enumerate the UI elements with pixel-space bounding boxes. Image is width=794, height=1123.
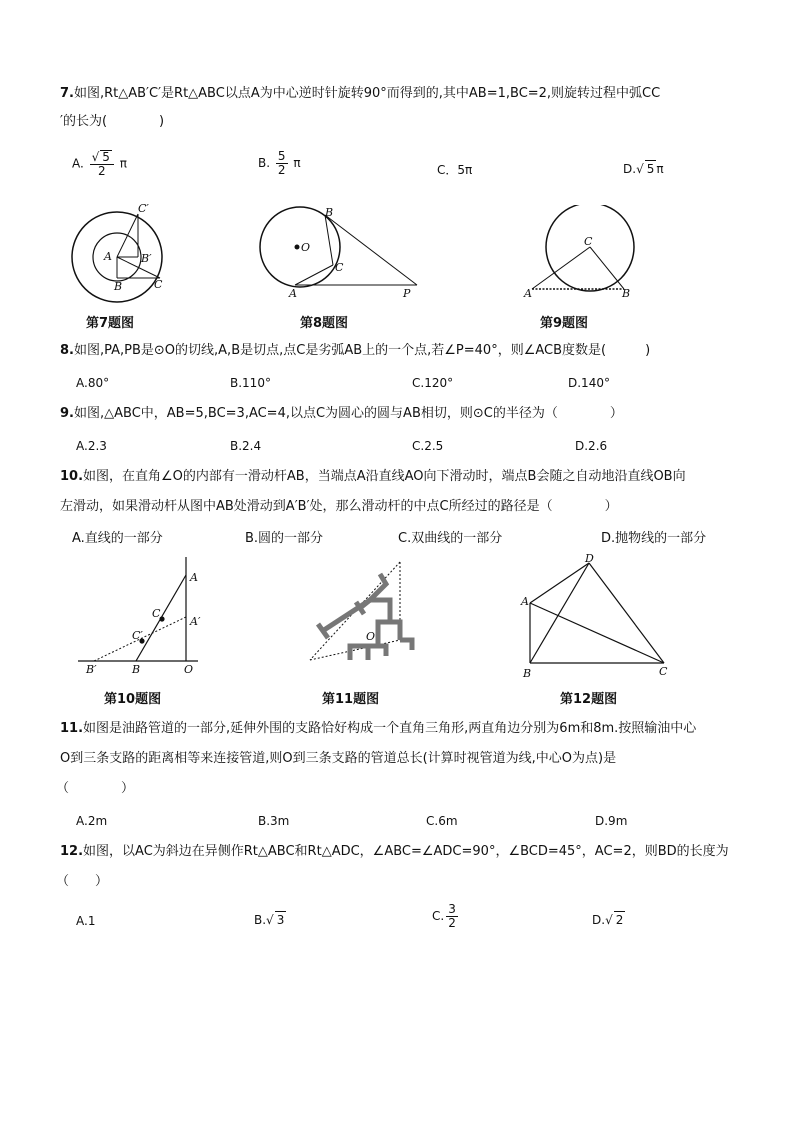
fig10-label-b-prime: B′	[86, 663, 97, 676]
q7-line2: ′的长为( )	[60, 114, 165, 129]
q12-option-b-radicand: 3	[276, 913, 285, 927]
q9-number: 9.	[60, 406, 74, 421]
figure-10	[76, 555, 206, 680]
fig7-label-b: B	[114, 280, 123, 293]
fig9-label-b: B	[622, 287, 631, 300]
q12-option-d-label: D.	[592, 913, 606, 927]
q7-option-a-radicand: 5	[102, 150, 110, 164]
q12-option-c-denominator: 2	[448, 916, 456, 930]
figure-11	[300, 560, 415, 675]
fig10-label-o: O	[184, 663, 194, 676]
q9-option-a[interactable]: A.2.3	[76, 439, 107, 453]
q11-text-1: 如图是油路管道的一部分,延伸外围的支路恰好构成一个直角三角形,两直角边分别为6m和8m.按照输油中心	[83, 721, 697, 736]
fig12-caption: 第12题图	[560, 692, 618, 707]
q7-option-d[interactable]: D.√ 5 π	[623, 162, 664, 176]
q10-text-1: 如图，在直角∠O的内部有一滑动杆AB，当端点A沿直线AO向下滑动时，端点B会随之自动地沿直线OB向	[83, 469, 686, 484]
q12-option-c[interactable]	[432, 903, 460, 930]
fig12-label-a: A	[521, 595, 529, 608]
q7-option-b[interactable]	[258, 150, 301, 177]
q7-option-b-fraction	[276, 150, 288, 177]
q11-option-d[interactable]: D.9m	[595, 814, 628, 828]
fig11-label-o: O	[366, 630, 376, 643]
q11-number: 11.	[60, 721, 84, 736]
q7-option-d-pi: π	[656, 162, 664, 176]
q7-option-a-label: A.	[72, 156, 84, 171]
q12-number: 12.	[60, 844, 84, 859]
q7-option-b-label: B.	[258, 156, 271, 170]
q9-text: 如图,△ABC中，AB=5,BC=3,AC=4,以点C为圆心的圆与AB相切，则⊙C的半径为（ ）	[73, 406, 623, 421]
q8-option-b[interactable]: B.110°	[230, 376, 271, 390]
fig12-label-c: C	[659, 665, 668, 678]
q10-option-b[interactable]: B.圆的一部分	[245, 531, 324, 546]
fig9-label-a: A	[524, 287, 532, 300]
q12-line2: （ ）	[56, 874, 109, 889]
fig7-label-c-prime: C′	[138, 202, 149, 215]
q10-number: 10.	[60, 469, 84, 484]
fig12-label-b: B	[523, 667, 532, 680]
figure-7	[62, 200, 182, 306]
q12-option-c-label: C.	[432, 909, 445, 923]
fig10-label-b: B	[132, 663, 141, 676]
q7-option-a-pi: π	[119, 156, 127, 171]
q8-option-c[interactable]: C.120°	[412, 376, 454, 390]
fig8-label-p: P	[403, 287, 411, 300]
q10-option-a[interactable]: A.直线的一部分	[72, 531, 163, 546]
fig10-label-a: A	[190, 571, 198, 584]
q8-number: 8.	[60, 343, 74, 358]
q12-option-c-fraction	[446, 903, 458, 930]
fig8-label-c: C	[335, 261, 344, 274]
q9-option-b[interactable]: B.2.4	[230, 439, 262, 453]
q7-option-b-pi: π	[293, 156, 301, 170]
q7-option-a-denominator: 2	[97, 164, 106, 178]
q11-option-b[interactable]: B.3m	[258, 814, 290, 828]
q9-option-d[interactable]: D.2.6	[575, 439, 608, 453]
q11-line2: O到三条支路的距离相等来连接管道,则O到三条支路的管道总长(计算时视管道为线,中心O为点)是	[60, 751, 617, 766]
q12-option-d-radicand: 2	[615, 913, 624, 927]
fig7-caption: 第7题图	[86, 316, 135, 331]
q12-option-a[interactable]: A.1	[76, 914, 96, 928]
q7-option-d-label: D.	[623, 162, 637, 176]
q7-option-b-denominator: 2	[277, 163, 286, 177]
q8-text: 如图,PA,PB是⊙O的切线,A,B是切点,点C是劣弧AB上的一个点,若∠P=40°，则∠ACB度数是( )	[73, 343, 651, 358]
fig10-caption: 第10题图	[104, 692, 162, 707]
q7-option-a[interactable]	[72, 150, 127, 178]
q10-option-c[interactable]: C.双曲线的一部分	[398, 531, 503, 546]
fig10-label-c: C	[152, 607, 161, 620]
fig7-label-a: A	[104, 250, 112, 263]
q12-option-c-numerator: 3	[448, 902, 456, 916]
fig8-label-o: O	[301, 241, 311, 254]
figure-9	[518, 205, 638, 303]
fig10-label-c-prime: C′	[132, 629, 143, 642]
fig7-label-b-prime: B′	[141, 252, 152, 265]
q7-option-d-radicand: 5	[646, 162, 655, 176]
q10-line2: 左滑动，如果滑动杆从图中AB处滑动到A′B′处，那么滑动杆的中点C所经过的路径是（ ）	[60, 499, 618, 514]
q7-text-1: 如图,Rt△AB′C′是Rt△ABC以点A为中心逆时针旋转90°而得到的,其中AB=1,BC=2,则旋转过程中弧CC	[73, 86, 661, 101]
figure-8	[255, 205, 425, 300]
fig10-label-a-prime: A′	[190, 615, 201, 628]
q10-line1	[60, 468, 686, 486]
q8-line	[60, 342, 650, 360]
q8-option-a[interactable]: A.80°	[76, 376, 110, 390]
fig12-label-d: D	[585, 553, 594, 565]
q12-option-b[interactable]: B.√ 3	[254, 913, 285, 927]
fig11-caption: 第11题图	[322, 692, 380, 707]
q11-line1	[60, 720, 696, 738]
q7-number: 7.	[60, 86, 74, 101]
fig8-label-a: A	[289, 287, 297, 300]
q12-option-b-label: B.	[254, 913, 267, 927]
fig9-caption: 第9题图	[540, 316, 589, 331]
q8-option-d[interactable]: D.140°	[568, 376, 610, 390]
figure-12	[517, 553, 677, 681]
q7-option-a-fraction: $\frac{√ 5}{2}$	[90, 150, 114, 178]
q7-option-c[interactable]: C．5π	[437, 163, 473, 177]
q12-text-1: 如图，以AC为斜边在异侧作Rt△ABC和Rt△ADC，∠ABC=∠ADC=90°，∠BCD=45°，AC=2，则BD的长度为	[83, 844, 729, 859]
fig8-caption: 第8题图	[300, 316, 349, 331]
q9-line	[60, 405, 623, 423]
q12-option-d[interactable]: D.√ 2	[592, 913, 624, 927]
fig7-label-c: C	[154, 278, 163, 291]
fig8-label-b: B	[325, 206, 334, 219]
q10-option-d[interactable]: D.抛物线的一部分	[601, 531, 707, 546]
q11-line3: （ ）	[56, 781, 135, 796]
q7-option-b-numerator: 5	[277, 149, 286, 163]
q11-option-a[interactable]: A.2m	[76, 814, 108, 828]
q7-line1	[60, 85, 660, 103]
q9-option-c[interactable]: C.2.5	[412, 439, 444, 453]
q11-option-c[interactable]: C.6m	[426, 814, 458, 828]
q12-line1	[60, 843, 729, 861]
fig9-label-c: C	[584, 235, 593, 248]
